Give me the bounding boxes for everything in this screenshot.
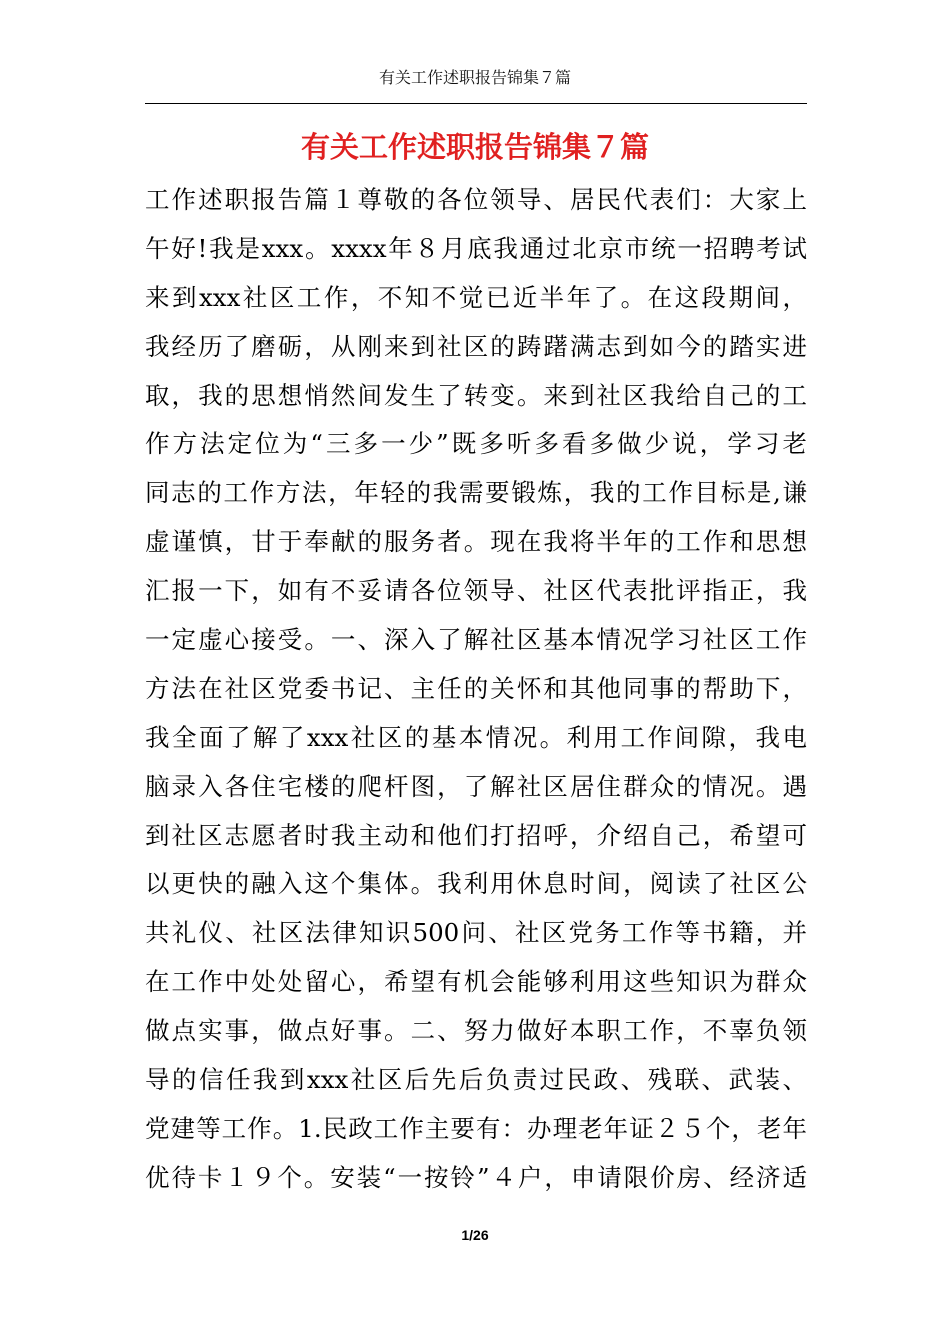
body-line: 我经历了磨砺，从刚来到社区的踌躇满志到如今的踏实进 [145,331,807,361]
body-line: 作方法定位为“三多一少”既多听多看多做少说，学习老 [145,429,807,459]
body-line: 我全面了解了xxx社区的基本情况。利用工作间隙，我电 [145,722,807,752]
body-line: 以更快的融入这个集体。我利用休息时间，阅读了社区公 [145,869,807,899]
body-line: 导的信任我到xxx社区后先后负责过民政、残联、武装、 [145,1065,807,1095]
body-line: 同志的工作方法，年轻的我需要锻炼，我的工作目标是,谦 [145,478,807,508]
document-title: 有关工作述职报告锦集７篇 [300,130,649,164]
body-line: 党建等工作。1.民政工作主要有：办理老年证２５个，老年 [145,1113,807,1143]
body-line: 做点实事，做点好事。二、努力做好本职工作，不辜负领 [145,1016,807,1046]
body-line: 午好!我是xxx。xxxx年８月底我通过北京市统一招聘考试 [145,233,807,263]
body-line: 在工作中处处留心，希望有机会能够利用这些知识为群众 [145,967,807,997]
body-line: 来到xxx社区工作，不知不觉已近半年了。在这段期间， [145,282,807,312]
body-line: 脑录入各住宅楼的爬杆图，了解社区居住群众的情况。遇 [145,771,807,801]
body-line: 共礼仪、社区法律知识500问、社区党务工作等书籍，并 [145,918,807,948]
running-header: 有关工作述职报告锦集７篇 [378,68,571,87]
body-line: 到社区志愿者时我主动和他们打招呼，介绍自己，希望可 [145,820,807,850]
body-line: 取，我的思想悄然间发生了转变。来到社区我给自己的工 [145,380,807,410]
document-body [145,176,807,1203]
body-line: 一定虚心接受。一、深入了解社区基本情况学习社区工作 [145,625,807,655]
body-line: 方法在社区党委书记、主任的关怀和其他同事的帮助下， [145,673,807,703]
page-number: 1/26 [461,1227,489,1243]
body-line: 优待卡１９个。安装“一按铃”４户，申请限价房、经济适 [145,1162,807,1192]
body-line: 工作述职报告篇１尊敬的各位领导、居民代表们：大家上 [145,185,807,214]
header-divider [145,103,807,104]
body-line: 虚谨慎，甘于奉献的服务者。现在我将半年的工作和思想 [145,527,807,557]
body-line: 汇报一下，如有不妥请各位领导、社区代表批评指正，我 [145,576,807,606]
